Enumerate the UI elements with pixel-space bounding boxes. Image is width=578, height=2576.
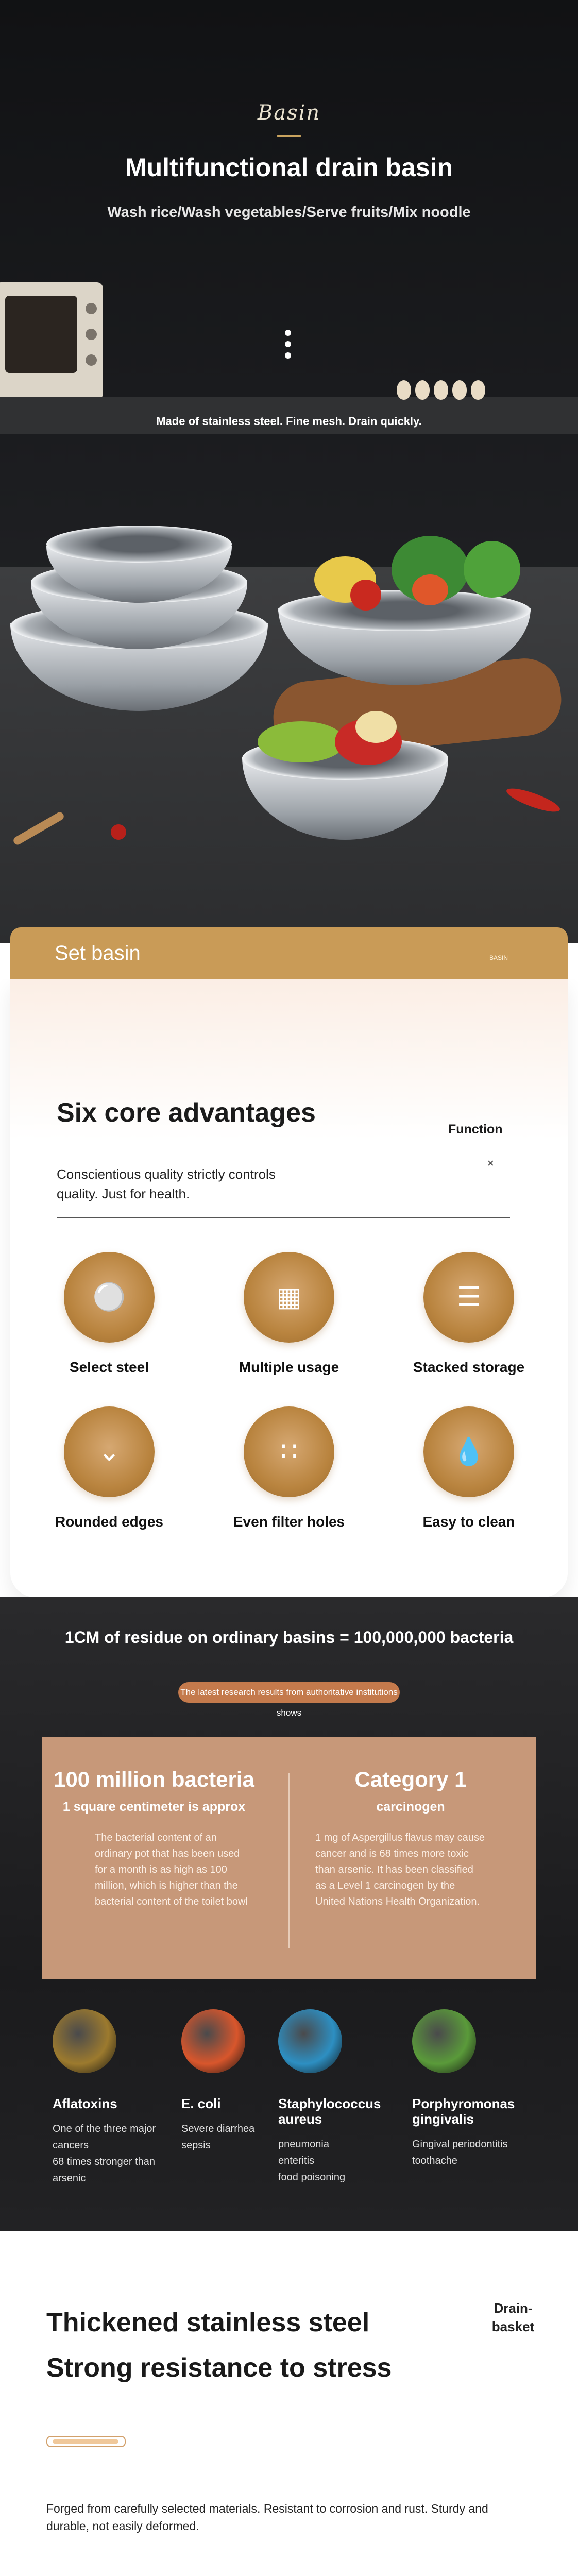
- bacteria-desc: Gingival periodontitis toothache: [412, 2139, 508, 2166]
- advantages-description: Conscientious quality strictly controls quality. Just for health.: [57, 1166, 276, 1201]
- bacteria-left-column: [54, 1767, 254, 1910]
- thickened-steel-section: [0, 2231, 578, 2576]
- round-edge-icon: ⌄: [98, 1437, 121, 1467]
- right-text: 1 mg of Aspergillus flavus may cause cancer and is 68 times more toxic than arsenic. It has been classified as a Level 1 carcinogen by the United Nations Health Organization.: [315, 1832, 485, 1907]
- hero-section: [0, 0, 578, 943]
- egg-image: [471, 380, 485, 400]
- feature-stacked-storage: [407, 1252, 531, 1376]
- egg-image: [452, 380, 467, 400]
- decorative-bar: [46, 2436, 126, 2447]
- greens-image: [464, 541, 520, 598]
- thick-description: Forged from carefully selected materials. Resistant to corrosion and rust. Sturdy and durable, not easily deformed.: [46, 2502, 488, 2533]
- left-title: 100 million bacteria: [54, 1767, 254, 1791]
- bacteria-item-porphyromonas: [412, 2009, 531, 2169]
- bacteria-desc: pneumonia enteritis food poisoning: [278, 2139, 346, 2183]
- set-basin-label: Set basin: [55, 942, 141, 964]
- carousel-dots[interactable]: [285, 330, 292, 364]
- carrot-image: [412, 574, 448, 605]
- porphyromonas-image: [412, 2009, 476, 2073]
- hero-subtitle: Wash rice/Wash vegetables/Serve fruits/Mix noodle: [107, 204, 471, 221]
- carousel-dot[interactable]: [285, 341, 291, 347]
- page-title: Multifunctional drain basin: [125, 153, 453, 182]
- bread-image: [355, 711, 397, 743]
- bacteria-info-panel: [42, 1737, 536, 1979]
- divider: [288, 1773, 290, 1948]
- right-title: Category 1: [354, 1767, 467, 1791]
- egg-image: [397, 380, 411, 400]
- brand-underline: [277, 135, 301, 137]
- drain-basket-label: Drain-basket: [491, 2300, 535, 2334]
- carousel-dot[interactable]: [285, 330, 291, 336]
- hero-tagline: Made of stainless steel. Fine mesh. Drain quickly.: [156, 415, 422, 428]
- feature-even-filter-holes: [227, 1406, 351, 1530]
- bacteria-name: Staphylococcus aureus: [278, 2096, 381, 2127]
- egg-image: [434, 380, 448, 400]
- research-pill: The latest research results from authoritative institutions shows: [178, 1682, 400, 1703]
- bacteria-name: Aflatoxins: [53, 2096, 117, 2111]
- feature-label: Rounded edges: [55, 1514, 163, 1530]
- divider: [57, 1217, 510, 1218]
- bacteria-headline: 1CM of residue on ordinary basins = 100,000,000 bacteria: [64, 1628, 514, 1647]
- grid-icon: ▦: [276, 1282, 302, 1312]
- left-text: The bacterial content of an ordinary pot that has been used for a month is as high as 100 million, which is higher than the bacterial content of the toilet bowl: [95, 1832, 248, 1907]
- function-label: Function: [448, 1122, 503, 1137]
- feature-easy-to-clean: [407, 1406, 531, 1530]
- egg-image: [415, 380, 430, 400]
- feature-rounded-edges: [47, 1406, 171, 1530]
- set-basin-small-text: BASIN: [489, 954, 508, 961]
- bacteria-right-column: [310, 1767, 511, 1910]
- grapes-image: [258, 721, 345, 762]
- bowl-rim: [46, 526, 232, 563]
- tomato-image: [350, 580, 381, 611]
- left-subtitle: 1 square centimeter is approx: [62, 1800, 246, 1814]
- staphylococcus-image: [278, 2009, 342, 2073]
- carousel-dot[interactable]: [285, 352, 291, 359]
- thick-heading-2: Strong resistance to stress: [46, 2353, 392, 2383]
- steel-icon: ⚪: [92, 1282, 126, 1312]
- advantages-title: Six core advantages: [57, 1098, 316, 1128]
- bacteria-desc: One of the three major cancers 68 times stronger than arsenic: [53, 2123, 156, 2184]
- stack-icon: ☰: [456, 1282, 481, 1312]
- feature-label: Multiple usage: [239, 1359, 339, 1375]
- feature-label: Select steel: [69, 1359, 149, 1375]
- bacteria-desc: Severe diarrhea sepsis: [181, 2123, 255, 2151]
- berry-image: [111, 824, 126, 840]
- close-icon[interactable]: ×: [487, 1157, 494, 1170]
- brand-logo: Basin: [257, 101, 321, 125]
- feature-label: Easy to clean: [422, 1514, 515, 1530]
- feature-label: Stacked storage: [413, 1359, 525, 1375]
- aflatoxins-image: [53, 2009, 116, 2073]
- feature-select-steel: [47, 1252, 171, 1376]
- bacteria-name: Porphyromonas gingivalis: [412, 2096, 515, 2127]
- filter-holes-icon: ∷: [280, 1437, 298, 1467]
- bacteria-name: E. coli: [181, 2096, 221, 2111]
- ecoli-image: [181, 2009, 245, 2073]
- bacteria-item-staphylococcus: [278, 2009, 397, 2185]
- bacteria-item-aflatoxins: [53, 2009, 171, 2187]
- bacteria-section: [0, 1597, 578, 2231]
- feature-multiple-usage: [227, 1252, 351, 1376]
- right-subtitle: carcinogen: [376, 1800, 445, 1814]
- set-basin-bar: [10, 927, 568, 979]
- feature-label: Even filter holes: [233, 1514, 345, 1530]
- thick-heading-1: Thickened stainless steel: [46, 2308, 370, 2337]
- toaster-oven-image: [0, 282, 103, 400]
- advantages-section: [0, 979, 578, 1597]
- water-drop-icon: 💧: [452, 1437, 486, 1467]
